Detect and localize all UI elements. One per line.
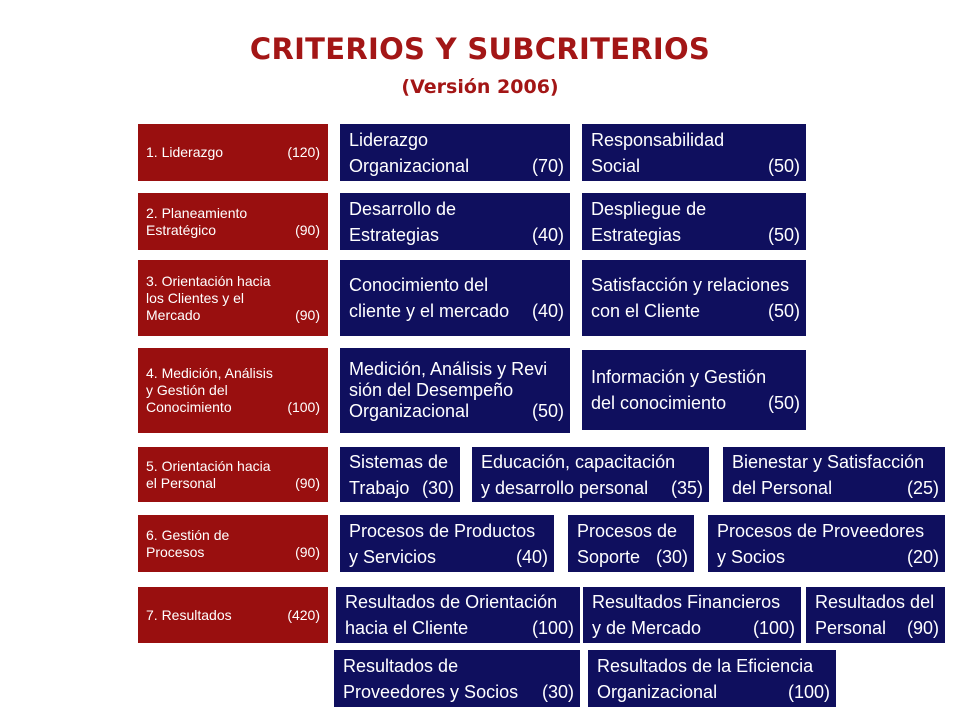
subcriterion-liderazgo-organizacional (340, 124, 570, 181)
subcriterion-procesos-productos (340, 515, 554, 572)
box-line-score: (90) (295, 474, 320, 491)
criterion-7 (138, 587, 328, 643)
box-line-score: (30) (421, 477, 454, 498)
subcriterion-procesos-proveedores (708, 515, 945, 572)
box-line (349, 475, 454, 501)
box-line (146, 544, 320, 561)
subcriterion-sistemas-trabajo (340, 447, 460, 502)
box-line (597, 653, 830, 679)
subcriterion-desarrollo-estrategias (340, 193, 570, 250)
box-line (146, 290, 320, 307)
box-line-text: Estrategias (591, 224, 682, 245)
box-line (146, 365, 320, 382)
box-line-score: (50) (767, 393, 800, 413)
criterion-2 (138, 193, 328, 250)
box-line (146, 399, 320, 416)
box-line (349, 298, 564, 324)
box-line-score: (40) (515, 546, 548, 567)
box-line-text: Estratégico (146, 221, 217, 238)
box-line-score: (50) (767, 155, 800, 176)
box-line-text: y de Mercado (592, 618, 702, 638)
box-line-text: Personal (815, 618, 887, 638)
criterion-5 (138, 447, 328, 502)
box-line-text: Medición, Análisis y Revi (349, 359, 548, 379)
box-line (481, 475, 703, 501)
box-line (592, 615, 795, 641)
box-line-score: (40) (531, 301, 564, 321)
box-line (349, 196, 564, 222)
box-line-score: (90) (295, 306, 320, 323)
box-line-text: Información y Gestión (591, 367, 767, 387)
box-line-score: (90) (906, 618, 939, 638)
box-line-text: Conocimiento (146, 399, 232, 415)
box-line-text: Procesos de (577, 520, 678, 541)
box-line (591, 364, 800, 390)
box-line-text: Mercado (146, 306, 201, 323)
box-line (343, 679, 574, 705)
box-line (146, 144, 320, 161)
subcriterion-resultados-eficiencia (588, 650, 836, 707)
box-line (815, 615, 939, 641)
box-line-text: Social (591, 155, 641, 176)
box-line-text: 3. Orientación hacia (146, 272, 271, 289)
subcriterion-resultados-financieros (583, 587, 801, 643)
box-line-text: y desarrollo personal (481, 477, 649, 498)
criterion-6 (138, 515, 328, 572)
box-line-score: (90) (295, 221, 320, 238)
box-line-score: (420) (287, 606, 320, 623)
criterion-3 (138, 260, 328, 336)
box-line-text: Sistemas de (349, 451, 449, 472)
subcriterion-resultados-proveedores (334, 650, 580, 707)
subcriterion-educacion-capacitacion (472, 447, 709, 502)
box-line (349, 359, 564, 380)
box-line-score: (50) (531, 401, 564, 421)
box-line (591, 272, 800, 298)
box-line-text: 2. Planeamiento (146, 204, 248, 221)
box-line-score: (30) (541, 681, 574, 702)
box-line-text: los Clientes y el (146, 289, 245, 306)
box-line (349, 518, 548, 544)
box-line (349, 401, 564, 422)
box-line (349, 153, 564, 179)
box-line (732, 475, 939, 501)
box-line-text: 1. Liderazgo (146, 144, 224, 160)
page-subtitle: (Versión 2006) (401, 76, 559, 98)
box-line-score: (50) (767, 224, 800, 245)
box-line-text: Bienestar y Satisfacción (732, 451, 925, 472)
box-line-text: Liderazgo (349, 129, 429, 150)
box-line (349, 127, 564, 153)
box-line (343, 653, 574, 679)
box-line-score: (35) (670, 477, 703, 498)
box-line-text: Resultados de la Eficiencia (597, 655, 814, 676)
box-line (349, 222, 564, 248)
box-line-text: Organizacional (349, 155, 470, 176)
box-line (597, 679, 830, 705)
box-line (349, 544, 548, 570)
box-line (146, 607, 320, 624)
box-line (717, 544, 939, 570)
box-line-score: (50) (767, 301, 800, 321)
box-line (146, 527, 320, 544)
box-line-text: 6. Gestión de (146, 526, 230, 543)
box-line-text: Despliegue de (591, 198, 707, 219)
box-line (732, 449, 939, 475)
box-line-text: Resultados de Orientación (345, 592, 558, 612)
box-line-text: el Personal (146, 474, 217, 491)
subcriterion-conocimiento-cliente (340, 260, 570, 336)
box-line-text: y Servicios (349, 546, 437, 567)
box-line (591, 390, 800, 416)
box-line (349, 380, 564, 401)
box-line-text: 7. Resultados (146, 606, 232, 623)
box-line-text: Procesos (146, 543, 205, 560)
box-line (345, 589, 574, 615)
box-line-text: Desarrollo de (349, 198, 457, 219)
box-line (146, 458, 320, 475)
box-line-text: Educación, capacitación (481, 451, 676, 472)
box-line-score: (70) (531, 155, 564, 176)
box-line (345, 615, 574, 641)
box-line-text: Procesos de Productos (349, 520, 536, 541)
box-line-text: Conocimiento del (349, 275, 489, 295)
box-line (591, 153, 800, 179)
box-line-text: Resultados Financieros (592, 592, 781, 612)
box-line (717, 518, 939, 544)
box-line-text: Procesos de Proveedores (717, 520, 925, 541)
box-line-score: (100) (787, 681, 830, 702)
box-line (577, 544, 688, 570)
subcriterion-resultados-personal (806, 587, 945, 643)
subcriterion-bienestar-satisfaccion (723, 447, 945, 502)
box-line (146, 273, 320, 290)
box-line-score: (40) (531, 224, 564, 245)
box-line-score: (90) (295, 543, 320, 560)
box-line (146, 205, 320, 222)
box-line (146, 307, 320, 324)
subcriterion-medicion-desempeno (340, 348, 570, 433)
box-line-text: del Personal (732, 477, 833, 498)
box-line-text: Organizacional (349, 401, 470, 421)
subcriterion-resultados-orientacion (336, 587, 580, 643)
subcriterion-procesos-soporte (568, 515, 694, 572)
box-line-text: Resultados del (815, 592, 935, 612)
box-line (815, 589, 939, 615)
box-line-text: Soporte (577, 546, 641, 567)
box-line (577, 518, 688, 544)
box-line-text: Resultados de (343, 655, 459, 676)
criterion-1 (138, 124, 328, 181)
box-line (481, 449, 703, 475)
box-line-score: (100) (752, 618, 795, 638)
box-line (591, 298, 800, 324)
box-line-text: hacia el Cliente (345, 618, 469, 638)
box-line-score: (25) (906, 477, 939, 498)
box-line-score: (100) (287, 399, 320, 415)
box-line-score: (100) (531, 618, 574, 638)
box-line-text: Proveedores y Socios (343, 681, 519, 702)
box-line-text: sión del Desempeño (349, 380, 514, 400)
box-line (146, 222, 320, 239)
box-line-text: 4. Medición, Análisis (146, 365, 273, 381)
box-line-score: (30) (655, 546, 688, 567)
box-line-score: (120) (287, 144, 320, 160)
box-line (591, 222, 800, 248)
page-title: CRITERIOS Y SUBCRITERIOS (249, 32, 711, 66)
box-line-text: Estrategias (349, 224, 440, 245)
box-line-text: Responsabilidad (591, 129, 725, 150)
box-line (592, 589, 795, 615)
box-line (349, 449, 454, 475)
box-line (349, 272, 564, 298)
criterion-4 (138, 348, 328, 433)
box-line-text: y Socios (717, 546, 786, 567)
subcriterion-responsabilidad-social (582, 124, 806, 181)
subcriterion-informacion-gestion (582, 350, 806, 430)
box-line-text: cliente y el mercado (349, 301, 510, 321)
box-line (146, 475, 320, 492)
box-line-text: 5. Orientación hacia (146, 457, 271, 474)
box-line-text: con el Cliente (591, 301, 701, 321)
box-line-score: (20) (906, 546, 939, 567)
box-line-text: y Gestión del (146, 382, 228, 398)
box-line (591, 127, 800, 153)
subcriterion-satisfaccion-relaciones (582, 260, 806, 336)
box-line-text: del conocimiento (591, 393, 727, 413)
box-line (146, 382, 320, 399)
subcriterion-despliegue-estrategias (582, 193, 806, 250)
box-line-text: Trabajo (349, 477, 410, 498)
box-line-text: Satisfacción y relaciones (591, 275, 790, 295)
box-line-text: Organizacional (597, 681, 718, 702)
box-line (591, 196, 800, 222)
